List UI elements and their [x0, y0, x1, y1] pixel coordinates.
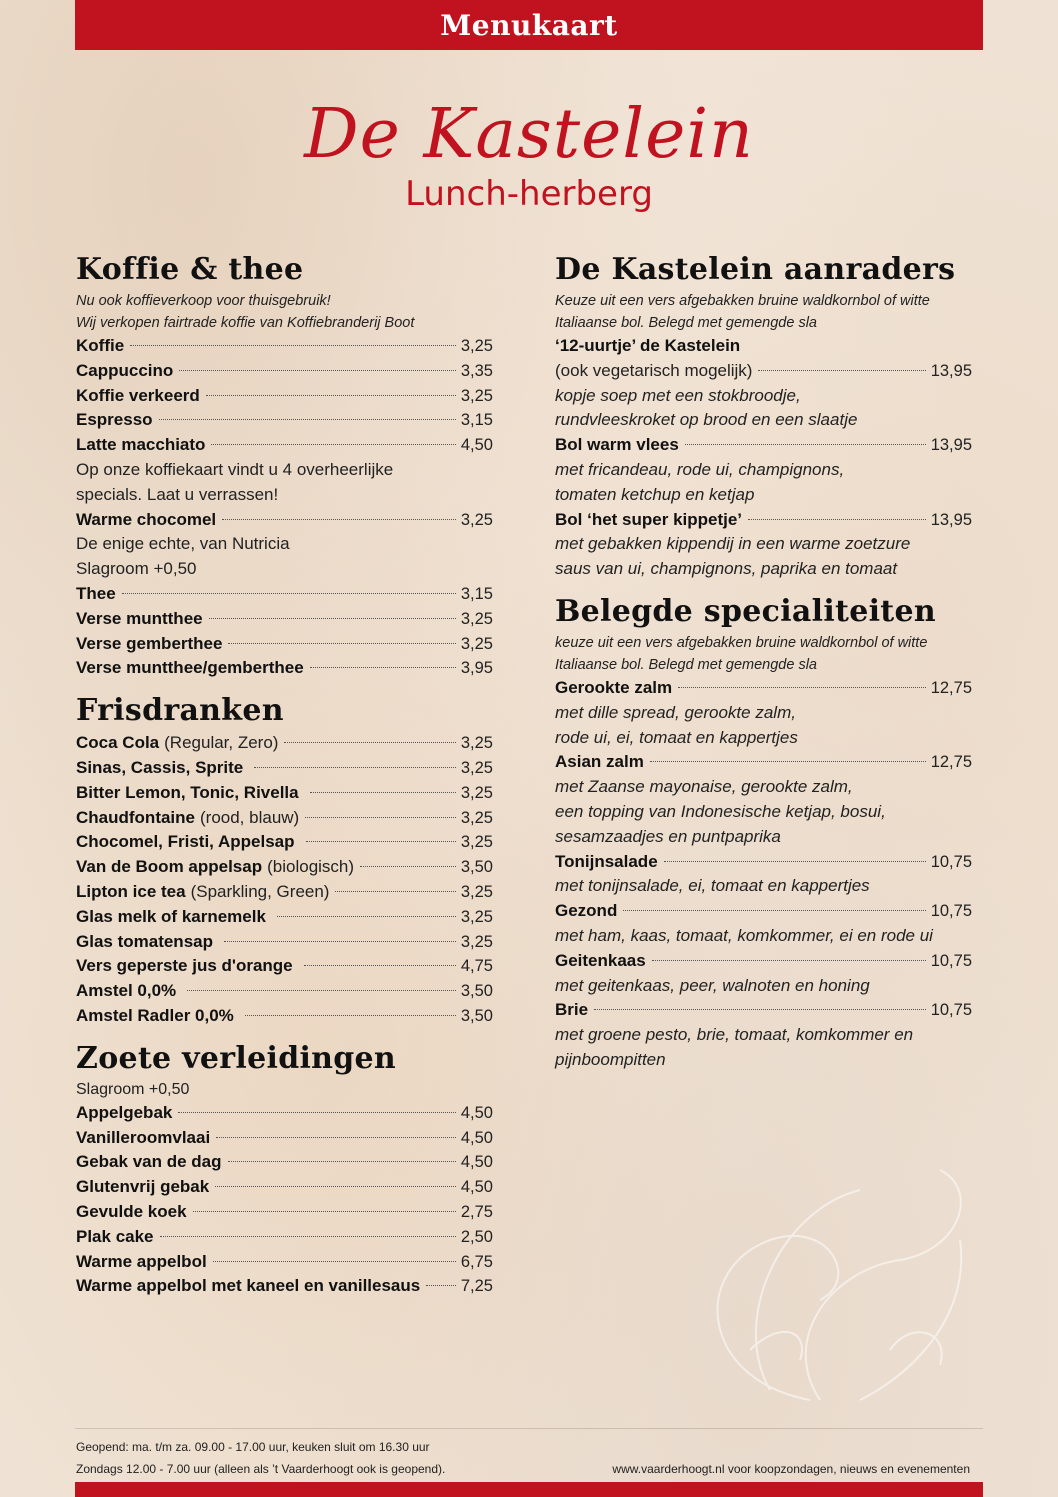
menu-item	[76, 905, 493, 930]
specials-text: specials. Laat u verrassen!	[76, 484, 279, 504]
item-price: 13,95	[930, 510, 972, 529]
section-note: Keuze uit een vers afgebakken bruine waldkornbol of witte	[555, 293, 930, 309]
leader-dots	[130, 345, 456, 346]
leader-dots	[335, 891, 455, 892]
item-name: Bitter Lemon, Tonic, Rivella	[76, 782, 299, 802]
menu-item	[76, 408, 493, 433]
section-title-aanraders: De Kastelein aanraders	[555, 252, 956, 287]
section-note: Italiaanse bol. Belegd met gemengde sla	[555, 656, 817, 673]
item-price: 3,25	[460, 510, 493, 529]
menu-item	[555, 359, 972, 384]
leader-dots	[224, 941, 456, 942]
item-desc: met geitenkaas, peer, walnoten en honing	[555, 975, 870, 995]
item-name: Bol ‘het super kippetje’	[555, 509, 743, 529]
leader-dots	[426, 1285, 456, 1286]
item-name: Chaudfontaine	[76, 807, 195, 827]
item-price: 3,25	[460, 783, 493, 802]
item-subname: (ook vegetarisch mogelijk)	[555, 360, 753, 380]
leader-dots	[179, 370, 456, 371]
menu-item	[76, 1225, 493, 1250]
section-note: Slagroom +0,50	[76, 1080, 190, 1098]
item-price: 3,25	[460, 758, 493, 777]
item-price: 3,25	[460, 833, 493, 852]
item-price: 12,75	[930, 678, 972, 697]
item-price: 6,75	[460, 1252, 493, 1271]
item-price: 13,95	[930, 436, 972, 455]
brand-name: De Kastelein	[304, 95, 754, 174]
leader-dots	[216, 1137, 456, 1138]
menu-item	[76, 433, 493, 458]
item-price: 3,25	[460, 734, 493, 753]
item-name: Gezond	[555, 901, 618, 921]
menu-item	[76, 656, 493, 681]
item-desc: met gebakken kippendij in een warme zoetzure	[555, 534, 911, 554]
menu-item	[76, 781, 493, 806]
leader-dots	[193, 1211, 456, 1212]
item-price: 10,75	[930, 1001, 972, 1020]
item-name: Sinas, Cassis, Sprite	[76, 757, 244, 777]
item-price: 2,75	[460, 1202, 493, 1221]
item-price: 4,50	[460, 436, 493, 455]
item-price: 3,15	[460, 584, 493, 603]
item-name: Warme chocomel	[76, 509, 217, 529]
item-name: Lipton ice tea	[76, 881, 186, 901]
leader-dots	[209, 618, 456, 619]
item-price: 3,50	[460, 982, 493, 1001]
menu-item	[76, 1150, 493, 1175]
item-name: Appelgebak	[76, 1102, 173, 1122]
menu-item	[76, 830, 493, 855]
zoete-list	[76, 1101, 493, 1299]
item-desc: rode ui, ei, tomaat en kappertjes	[555, 727, 798, 747]
item-price: 3,15	[460, 411, 493, 430]
item-name: Geitenkaas	[555, 950, 646, 970]
menu-item	[555, 850, 972, 875]
item-name: Vanilleroomvlaai	[76, 1127, 211, 1147]
item-name: Gerookte zalm	[555, 677, 673, 697]
menu-item	[76, 1274, 493, 1299]
leader-dots	[245, 1015, 456, 1016]
item-desc: pijnboompitten	[555, 1049, 666, 1069]
item-name: ‘12-uurtje’ de Kastelein	[555, 336, 741, 355]
leader-dots	[310, 792, 456, 793]
item-name: Amstel 0,0%	[76, 981, 177, 1001]
item-desc: saus van ui, champignons, paprika en tomaat	[555, 559, 898, 579]
item-price: 3,25	[460, 634, 493, 653]
menu-item	[555, 949, 972, 974]
opening-hours-line: Geopend: ma. t/m za. 09.00 - 17.00 uur, keuken sluit om 16.30 uur	[76, 1440, 430, 1454]
section-note: Italiaanse bol. Belegd met gemengde sla	[555, 315, 817, 331]
leader-dots	[304, 965, 456, 966]
menu-item	[555, 899, 972, 924]
item-price: 3,25	[460, 609, 493, 628]
menu-item	[76, 334, 493, 359]
menu-item	[76, 1004, 493, 1029]
brand-logo	[0, 92, 1058, 214]
item-price: 7,25	[460, 1277, 493, 1296]
item-price: 12,75	[930, 753, 972, 772]
item-name: Latte macchiato	[76, 435, 206, 455]
item-desc: sesamzaadjes en puntpaprika	[555, 826, 781, 846]
menu-item	[76, 731, 493, 756]
brand-subtitle: Lunch-herberg	[405, 174, 653, 214]
item-name: Cappuccino	[76, 360, 174, 380]
leader-dots	[122, 593, 456, 594]
menu-item	[76, 359, 493, 384]
menu-item	[76, 979, 493, 1004]
menu-item	[76, 632, 493, 657]
item-price: 3,50	[460, 1006, 493, 1025]
item-price: 4,50	[460, 1128, 493, 1147]
leader-dots	[211, 444, 455, 445]
section-title-belegde: Belegde specialiteiten	[555, 593, 936, 629]
item-name: Vers geperste jus d'orange	[76, 956, 293, 976]
leader-dots	[310, 667, 456, 668]
item-extra: (biologisch)	[267, 857, 355, 877]
item-price: 3,25	[460, 907, 493, 926]
footer	[0, 1428, 1058, 1478]
section-note: Wij verkopen fairtrade koffie van Koffiebranderij Boot	[76, 315, 415, 331]
leader-dots	[277, 916, 456, 917]
menu-item	[76, 855, 493, 880]
menu-item	[555, 998, 972, 1023]
item-name: Glas melk of karnemelk	[76, 906, 266, 926]
item-name: Thee	[76, 583, 116, 603]
item-price: 3,50	[460, 858, 493, 877]
item-note: De enige echte, van Nutricia	[76, 534, 290, 554]
opening-hours	[76, 1436, 445, 1480]
leader-dots	[685, 444, 926, 445]
section-title-frisdranken: Frisdranken	[76, 693, 284, 729]
item-name: Glutenvrij gebak	[76, 1177, 210, 1197]
item-desc: met fricandeau, rode ui, champignons,	[555, 459, 845, 479]
item-price: 4,50	[460, 1153, 493, 1172]
item-name: Koffie	[76, 336, 125, 355]
leader-dots	[228, 643, 455, 644]
leader-dots	[650, 761, 926, 762]
menu-item	[76, 384, 493, 409]
leader-dots	[206, 395, 456, 396]
item-name: Bol warm vlees	[555, 435, 679, 455]
item-name: Chocomel, Fristi, Appelsap	[76, 832, 295, 852]
leader-dots	[284, 742, 455, 743]
opening-hours-line: Zondags 12.00 - 7.00 uur (alleen als ’t Vaarderhoogt ook is geopend).	[76, 1462, 446, 1476]
item-desc: een topping van Indonesische ketjap, bosui,	[555, 801, 886, 821]
leader-dots	[160, 1236, 456, 1237]
item-name: Verse gemberthee	[76, 633, 223, 653]
leader-dots	[748, 519, 926, 520]
menu-item	[76, 880, 493, 905]
leader-dots	[213, 1261, 456, 1262]
item-name: Warme appelbol met kaneel en vanillesaus	[76, 1276, 421, 1296]
leader-dots	[254, 767, 456, 768]
item-price: 3,25	[460, 932, 493, 951]
item-price: 3,25	[460, 386, 493, 405]
item-price: 3,25	[460, 882, 493, 901]
item-name: Gebak van de dag	[76, 1152, 222, 1172]
item-extra: (Sparkling, Green)	[190, 881, 330, 901]
item-price: 4,50	[460, 1103, 493, 1122]
floral-ornament-icon	[660, 1150, 1000, 1410]
leader-dots	[305, 817, 456, 818]
section-title-koffie: Koffie & thee	[76, 252, 304, 287]
item-desc: tomaten ketchup en ketjap	[555, 484, 755, 504]
item-name: Glas tomatensap	[76, 931, 213, 951]
left-column	[76, 250, 493, 1299]
item-name: Amstel Radler 0,0%	[76, 1005, 234, 1025]
bottom-bar	[75, 1482, 983, 1497]
leader-dots	[652, 960, 926, 961]
menu-item	[76, 607, 493, 632]
website-note: www.vaarderhoogt.nl voor koopzondagen, nieuws en evenementen	[612, 1462, 970, 1476]
menu-item	[555, 750, 972, 775]
menu-item	[76, 1126, 493, 1151]
menu-item	[76, 954, 493, 979]
item-desc: rundvleeskroket op brood en een slaatje	[555, 410, 858, 430]
item-extra: (rood, blauw)	[200, 807, 300, 827]
item-name: Asian zalm	[555, 752, 644, 772]
item-name: Brie	[555, 1000, 589, 1020]
item-name: Espresso	[76, 410, 153, 430]
leader-dots	[664, 861, 926, 862]
item-price: 3,35	[460, 361, 493, 380]
item-price: 2,50	[460, 1227, 493, 1246]
leader-dots	[178, 1112, 456, 1113]
menu-item	[555, 676, 972, 701]
leader-dots	[678, 687, 926, 688]
section-note: Nu ook koffieverkoop voor thuisgebruik!	[76, 293, 331, 309]
menu-item	[76, 1250, 493, 1275]
item-price: 13,95	[930, 361, 972, 380]
item-price: 10,75	[930, 951, 972, 970]
leader-dots	[187, 990, 456, 991]
leader-dots	[758, 370, 925, 371]
menu-item	[76, 1175, 493, 1200]
menu-item	[76, 1200, 493, 1225]
item-price: 3,25	[460, 337, 493, 355]
item-note: Slagroom +0,50	[76, 559, 197, 579]
item-name: Koffie verkeerd	[76, 385, 200, 405]
menu-item	[76, 1101, 493, 1126]
right-column	[555, 250, 972, 1073]
menu-item	[76, 582, 493, 607]
item-desc: met dille spread, gerookte zalm,	[555, 702, 796, 722]
menu-item	[76, 806, 493, 831]
item-name: Tonijnsalade	[555, 851, 658, 871]
leader-dots	[159, 419, 456, 420]
specials-text: Op onze koffiekaart vindt u 4 overheerlijke	[76, 459, 394, 479]
item-desc: met tonijnsalade, ei, tomaat en kappertjes	[555, 876, 870, 896]
item-name: Coca Cola	[76, 733, 160, 753]
leader-dots	[222, 519, 456, 520]
leader-dots	[215, 1186, 456, 1187]
section-title-zoete: Zoete verleidingen	[76, 1040, 397, 1076]
footer-divider	[75, 1428, 983, 1429]
item-price: 10,75	[930, 902, 972, 921]
item-desc: kopje soep met een stokbroodje,	[555, 385, 801, 405]
menu-item	[555, 433, 972, 458]
leader-dots	[306, 841, 456, 842]
item-price: 3,95	[460, 659, 493, 678]
item-name: Van de Boom appelsap	[76, 857, 263, 877]
item-desc: met Zaanse mayonaise, gerookte zalm,	[555, 777, 853, 797]
frisdranken-list	[76, 731, 493, 1029]
menu-item	[555, 508, 972, 533]
leader-dots	[228, 1161, 456, 1162]
item-name: Gevulde koek	[76, 1201, 187, 1221]
item-desc: met groene pesto, brie, tomaat, komkommer en	[555, 1025, 914, 1045]
item-price: 10,75	[930, 852, 972, 871]
item-name: Verse muntthee/gemberthee	[76, 658, 304, 678]
item-name: Verse muntthee	[76, 608, 203, 628]
item-price: 4,75	[460, 957, 493, 976]
item-price: 3,25	[460, 808, 493, 827]
item-extra: (Regular, Zero)	[164, 733, 279, 753]
item-price: 4,50	[460, 1178, 493, 1197]
leader-dots	[623, 910, 925, 911]
menu-banner: Menukaart	[75, 0, 983, 50]
item-name: Plak cake	[76, 1226, 154, 1246]
belegde-list	[555, 676, 972, 1073]
leader-dots	[360, 866, 456, 867]
menu-item	[76, 756, 493, 781]
item-desc: met ham, kaas, tomaat, komkommer, ei en rode ui	[555, 925, 933, 945]
menu-item	[76, 508, 493, 533]
section-note: keuze uit een vers afgebakken bruine waldkornbol of witte	[555, 634, 928, 651]
leader-dots	[594, 1009, 926, 1010]
menu-item	[76, 930, 493, 955]
item-name: Warme appelbol	[76, 1251, 207, 1271]
